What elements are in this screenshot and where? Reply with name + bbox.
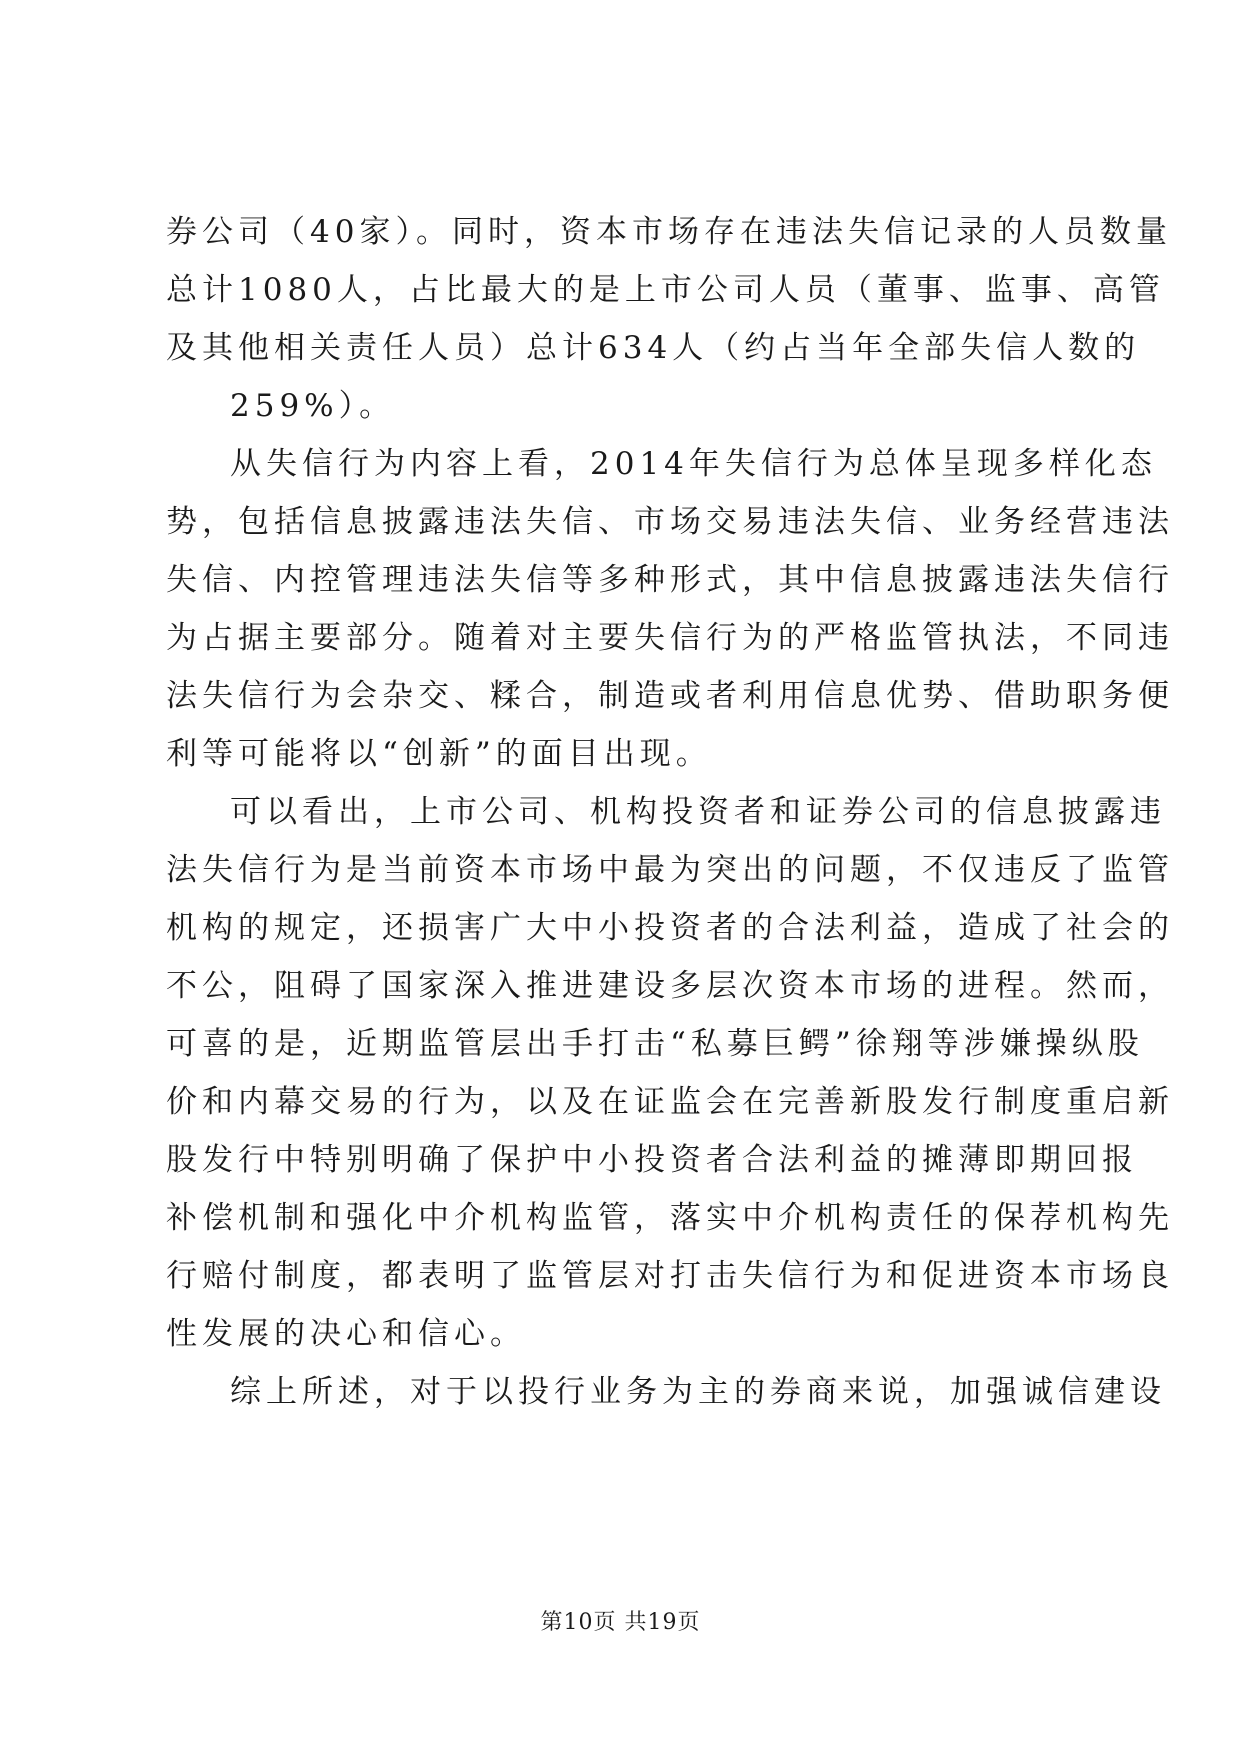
text-line-3: 及其他相关责任人员）总计634人（约占当年全部失信人数的: [166, 330, 1141, 366]
paragraph-3-line-9: 行赔付制度，都表明了监管层对打击失信行为和促进资本市场良: [166, 1258, 1174, 1294]
paragraph-3-line-1: 可以看出，上市公司、机构投资者和证券公司的信息披露违: [230, 794, 1166, 830]
paragraph-2-line-1: 从失信行为内容上看，2014年失信行为总体呈现多样化态: [230, 446, 1157, 482]
paragraph-3-line-2: 法失信行为是当前资本市场中最为突出的问题，不仅违反了监管: [166, 852, 1174, 888]
text-line-2: 总计1080人，占比最大的是上市公司人员（董事、监事、高管: [166, 272, 1165, 308]
paragraph-3-line-6: 价和内幕交易的行为，以及在证监会在完善新股发行制度重启新: [166, 1084, 1174, 1120]
paragraph-3-line-7: 股发行中特别明确了保护中小投资者合法利益的摊薄即期回报: [166, 1142, 1138, 1178]
page-footer: 第10页 共19页: [540, 1610, 701, 1635]
paragraph-3-line-8: 补偿机制和强化中介机构监管，落实中介机构责任的保荐机构先: [166, 1200, 1174, 1236]
paragraph-2-line-2: 势，包括信息披露违法失信、市场交易违法失信、业务经营违法: [166, 504, 1174, 540]
paragraph-2-line-6: 利等可能将以“创新”的面目出现。: [166, 736, 712, 772]
paragraph-2-line-4: 为占据主要部分。随着对主要失信行为的严格监管执法，不同违: [166, 620, 1174, 656]
text-line-4: 259%）。: [230, 388, 396, 424]
text-line-1: 券公司（40家）。同时，资本市场存在违法失信记录的人员数量: [166, 214, 1172, 250]
paragraph-2-line-5: 法失信行为会杂交、糅合，制造或者利用信息优势、借助职务便: [166, 678, 1174, 714]
paragraph-3-line-4: 不公，阻碍了国家深入推进建设多层次资本市场的进程。然而，: [166, 968, 1174, 1004]
paragraph-3-line-5: 可喜的是，近期监管层出手打击“私募巨鳄”徐翔等涉嫌操纵股: [166, 1026, 1144, 1062]
paragraph-3-line-10: 性发展的决心和信心。: [166, 1316, 526, 1352]
paragraph-3-line-3: 机构的规定，还损害广大中小投资者的合法利益，造成了社会的: [166, 910, 1174, 946]
paragraph-2-line-3: 失信、内控管理违法失信等多种形式，其中信息披露违法失信行: [166, 562, 1174, 598]
paragraph-4-line-1: 综上所述，对于以投行业务为主的券商来说，加强诚信建设: [230, 1374, 1166, 1410]
